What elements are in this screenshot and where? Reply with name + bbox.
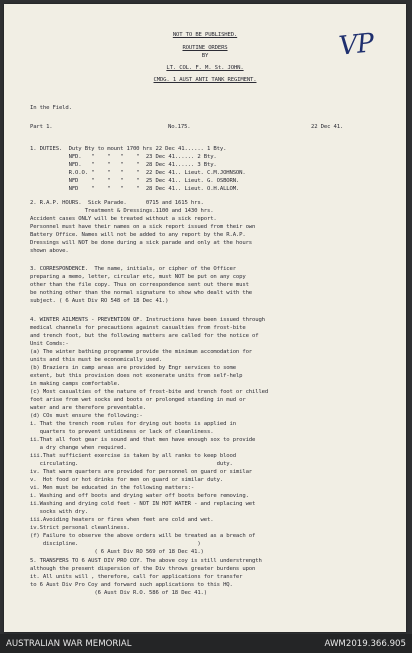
archive-footer bbox=[0, 634, 412, 653]
location-line: In the Field. bbox=[30, 105, 72, 111]
winter-line: (d) COs must ensure the following:- bbox=[30, 413, 143, 419]
winter-line: extent, but this provision does not exonerate units from self-help bbox=[30, 373, 243, 379]
winter-line: and trench foot, but the following matters are called for the notice of bbox=[30, 333, 259, 339]
part-label: Part 1. bbox=[30, 124, 53, 130]
duties-line: R.O.O. " " " " 22 Dec 41.. Lieut. C.M.JOHNSON. bbox=[30, 170, 246, 176]
winter-line: iv.Strict personal cleanliness. bbox=[30, 525, 130, 531]
correspondence-line: other than the file copy. Thus on correspondence sent out there must bbox=[30, 282, 249, 288]
winter-line: iv. That warm quarters are provided for personnel on guard or similar bbox=[30, 469, 253, 475]
correspondence-line: 3. CORRESPONDENCE. The name, initials, or cipher of the Officer bbox=[30, 266, 236, 272]
winter-line: socks with dry. bbox=[30, 509, 88, 515]
winter-line: i. Washing and off boots and drying water off boots before removing. bbox=[30, 493, 249, 499]
handwritten-annotation: VP bbox=[337, 28, 375, 62]
winter-line: ii.Washing and drying cold feet - NOT IN HOT WATER - and replacing wet bbox=[30, 501, 256, 507]
duties-line: 1. DUTIES. Duty Bty to mount 1700 hrs 22 Dec 41...... 1 Bty. bbox=[30, 146, 227, 152]
winter-line: circulating. duty. bbox=[30, 461, 233, 467]
winter-line: (f) Failure to observe the above orders will be treated as a breach of bbox=[30, 533, 256, 539]
winter-line: vi. Men must be educated in the following matters:- bbox=[30, 485, 195, 491]
winter-line: water and are therefore preventable. bbox=[30, 405, 146, 411]
rap-line: Battery Office. Names will not be added to any report by the R.A.P. bbox=[30, 232, 246, 238]
document-page bbox=[4, 4, 406, 632]
officer-line: LT. COL. F. M. St. JOHN. bbox=[166, 65, 244, 71]
winter-line: medical channels for precautions against casualties from frost-bite bbox=[30, 325, 246, 331]
footer-institution: AUSTRALIAN WAR MEMORIAL bbox=[6, 639, 132, 649]
routine-orders-heading: ROUTINE ORDERS bbox=[182, 45, 228, 51]
command-line: CMDG. 1 AUST ANTI TANK REGIMENT. bbox=[153, 77, 257, 83]
duties-line: NFD. " " " " 28 Dec 41...... 3 Bty. bbox=[30, 162, 217, 168]
winter-line: iii.That sufficient exercise is taken by all ranks to keep blood bbox=[30, 453, 236, 459]
order-number: No.175. bbox=[168, 124, 191, 130]
rap-line: Accident cases ONLY will be treated without a sick report. bbox=[30, 216, 217, 222]
not-published-heading: NOT TO BE PUBLISHED. bbox=[172, 32, 238, 38]
by-line: BY bbox=[201, 53, 209, 59]
winter-line: a dry change when required. bbox=[30, 445, 127, 451]
transfers-line: to 6 Aust Div Pro Coy and forward such applications to this HQ. bbox=[30, 582, 233, 588]
footer-accession-number: AWM2019.366.905 bbox=[324, 639, 406, 649]
correspondence-line: subject. ( 6 Aust Div RO 548 of 18 Dec 41.) bbox=[30, 298, 169, 304]
duties-line: NFD " " " " 25 Dec 41.. Lieut. G. OSBORN. bbox=[30, 178, 240, 184]
winter-line: units and this must be economically used. bbox=[30, 357, 162, 363]
transfers-line: 5. TRANSFERS TO 6 AUST DIV PRO COY. The above coy is still understrength bbox=[30, 558, 262, 564]
winter-line: in making camps comfortable. bbox=[30, 381, 121, 387]
winter-line: iii.Avoiding heaters or fires when feet are cold and wet. bbox=[30, 517, 214, 523]
winter-line: Unit Comds:- bbox=[30, 341, 69, 347]
rap-line: Dressings will NOT be done during a sick parade and only at the hours bbox=[30, 240, 253, 246]
winter-line: i. That the trench room rules for drying out boots is applied in bbox=[30, 421, 236, 427]
rap-line: 2. R.A.P. HOURS. Sick Parade. 0715 and 1615 hrs. bbox=[30, 200, 204, 206]
winter-line: 4. WINTER AILMENTS - PREVENTION OF. Instructions have been issued through bbox=[30, 317, 265, 323]
winter-line: (b) Braziers in camp areas are provided by Engr services to some bbox=[30, 365, 236, 371]
winter-line: (a) The winter bathing programme provide the minimum accomodation for bbox=[30, 349, 253, 355]
transfers-line: it. All units will , therefore, call for applications for transfer bbox=[30, 574, 243, 580]
rap-line: shown above. bbox=[30, 248, 69, 254]
winter-line: ( 6 Aust Div RO 569 of 18 Dec 41.) bbox=[30, 549, 204, 555]
winter-line: foot arise from wet socks and boots or prolonged standing in mud or bbox=[30, 397, 246, 403]
transfers-line: although the present dispersion of the Div throws greater burdens upon bbox=[30, 566, 256, 572]
winter-line: discipline. ) bbox=[30, 541, 201, 547]
rap-line: Personnel must have their names on a sick report issued from their own bbox=[30, 224, 256, 230]
order-date: 22 Dec 41. bbox=[311, 124, 344, 130]
winter-line: v. Hot food or hot drinks for men on guard or similar duty. bbox=[30, 477, 224, 483]
duties-line: NFD " " " " 28 Dec 41.. Lieut. O.H.ALLOM. bbox=[30, 186, 240, 192]
correspondence-line: preparing a memo, letter, circular etc, must NOT be put on any copy bbox=[30, 274, 246, 280]
winter-line: ii.That all foot gear is sound and that men have enough sox to provide bbox=[30, 437, 256, 443]
winter-line: (c) Most casualties of the nature of frost-bite and trench foot or chilled bbox=[30, 389, 269, 395]
transfers-line: (6 Aust Div R.O. 586 of 18 Dec 41.) bbox=[30, 590, 207, 596]
rap-line: Treatment & Dressings.1100 and 1430 hrs. bbox=[30, 208, 214, 214]
winter-line: quarters to prevent untidiness or lack of cleanliness. bbox=[30, 429, 214, 435]
correspondence-line: be nothing other than the normal signature to show who dealt with the bbox=[30, 290, 253, 296]
duties-line: NFD. " " " " 23 Dec 41...... 2 Bty. bbox=[30, 154, 217, 160]
